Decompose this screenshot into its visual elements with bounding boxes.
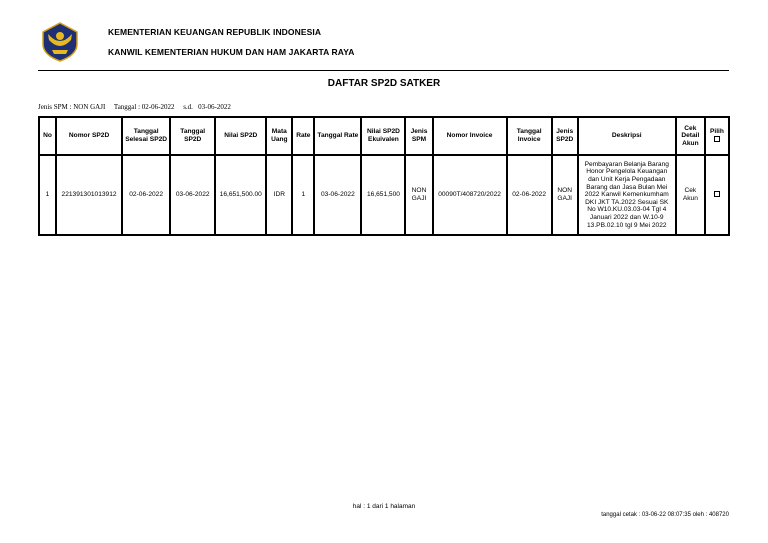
col-nomor-sp2d: Nomor SP2D	[56, 117, 122, 155]
col-no: No	[39, 117, 56, 155]
cell-jenis-spm: NON GAJI	[405, 155, 432, 235]
cell-rate: 1	[292, 155, 314, 235]
header-divider	[38, 70, 729, 71]
print-timestamp: tanggal cetak : 03-06-22 08:07:35 oleh : 408720	[601, 512, 729, 518]
col-nomor-invoice: Nomor Invoice	[433, 117, 507, 155]
col-cek-detail: Cek Detail Akun	[676, 117, 705, 155]
col-jenis-spm: Jenis SPM	[405, 117, 432, 155]
cell-tanggal-selesai: 02-06-2022	[122, 155, 170, 235]
col-rate: Rate	[292, 117, 314, 155]
cell-tanggal-rate: 03-06-2022	[314, 155, 361, 235]
col-jenis-sp2d: Jenis SP2D	[552, 117, 578, 155]
col-nilai-ekuivalen: Nilai SP2D Ekuivalen	[361, 117, 405, 155]
col-tanggal-sp2d: Tanggal SP2D	[170, 117, 215, 155]
col-tanggal-rate: Tanggal Rate	[314, 117, 361, 155]
cell-no: 1	[39, 155, 56, 235]
col-mata-uang: Mata Uang	[266, 117, 292, 155]
cell-nilai-ekuivalen: 16,651,500	[361, 155, 405, 235]
pagination-info: hal : 1 dari 1 halaman	[352, 503, 416, 510]
org-name-primary: KEMENTERIAN KEUANGAN REPUBLIK INDONESIA	[108, 27, 322, 37]
table-row	[39, 155, 729, 235]
logo-center	[56, 32, 64, 40]
cell-tanggal-sp2d: 03-06-2022	[170, 155, 215, 235]
table-header-row	[39, 117, 729, 155]
cell-tanggal-invoice: 02-06-2022	[507, 155, 552, 235]
col-tanggal-selesai: Tanggal Selesai SP2D	[122, 117, 170, 155]
kemenkeu-logo	[40, 22, 80, 62]
cell-deskripsi: Pembayaran Belanja Barang Honor Pengelola Keuangan dan Unit Kerja Pengadaan Barang dan Jasa Bulan Mei 2022 Kanwil Kemenkumham DKI JKT TA.2022 Sesuai SK No W10.KU.03.03-04 Tgl 4 Januari 2022 dan W.10-9 13.PB.02.10 tgl 9 Mei 2022	[578, 155, 676, 235]
select-all-checkbox[interactable]	[714, 136, 720, 142]
col-tanggal-invoice: Tanggal Invoice	[507, 117, 552, 155]
filter-summary: Jenis SPM : NON GAJI Tanggal : 02-06-2022 s.d. 03-06-2022	[38, 103, 231, 111]
col-nilai-sp2d: Nilai SP2D	[215, 117, 266, 155]
row-select-checkbox[interactable]	[714, 191, 720, 197]
logo-base	[52, 50, 68, 54]
cell-nilai-sp2d: 16,651,500.00	[215, 155, 266, 235]
cell-mata-uang: IDR	[266, 155, 292, 235]
col-deskripsi: Deskripsi	[578, 117, 676, 155]
col-pilih	[705, 117, 729, 155]
cell-jenis-sp2d: NON GAJI	[552, 155, 578, 235]
cell-pilih	[705, 155, 729, 235]
page-title: DAFTAR SP2D SATKER	[327, 78, 441, 89]
cell-nomor-invoice: 00090T/408720/2022	[433, 155, 507, 235]
cek-akun-link[interactable]: Cek Akun	[676, 155, 705, 235]
sp2d-table	[38, 116, 730, 236]
cell-nomor-sp2d: 221391301013912	[56, 155, 122, 235]
col-pilih-label: Pilih	[709, 128, 724, 136]
org-name-secondary: KANWIL KEMENTERIAN HUKUM DAN HAM JAKARTA RAYA	[108, 47, 355, 57]
